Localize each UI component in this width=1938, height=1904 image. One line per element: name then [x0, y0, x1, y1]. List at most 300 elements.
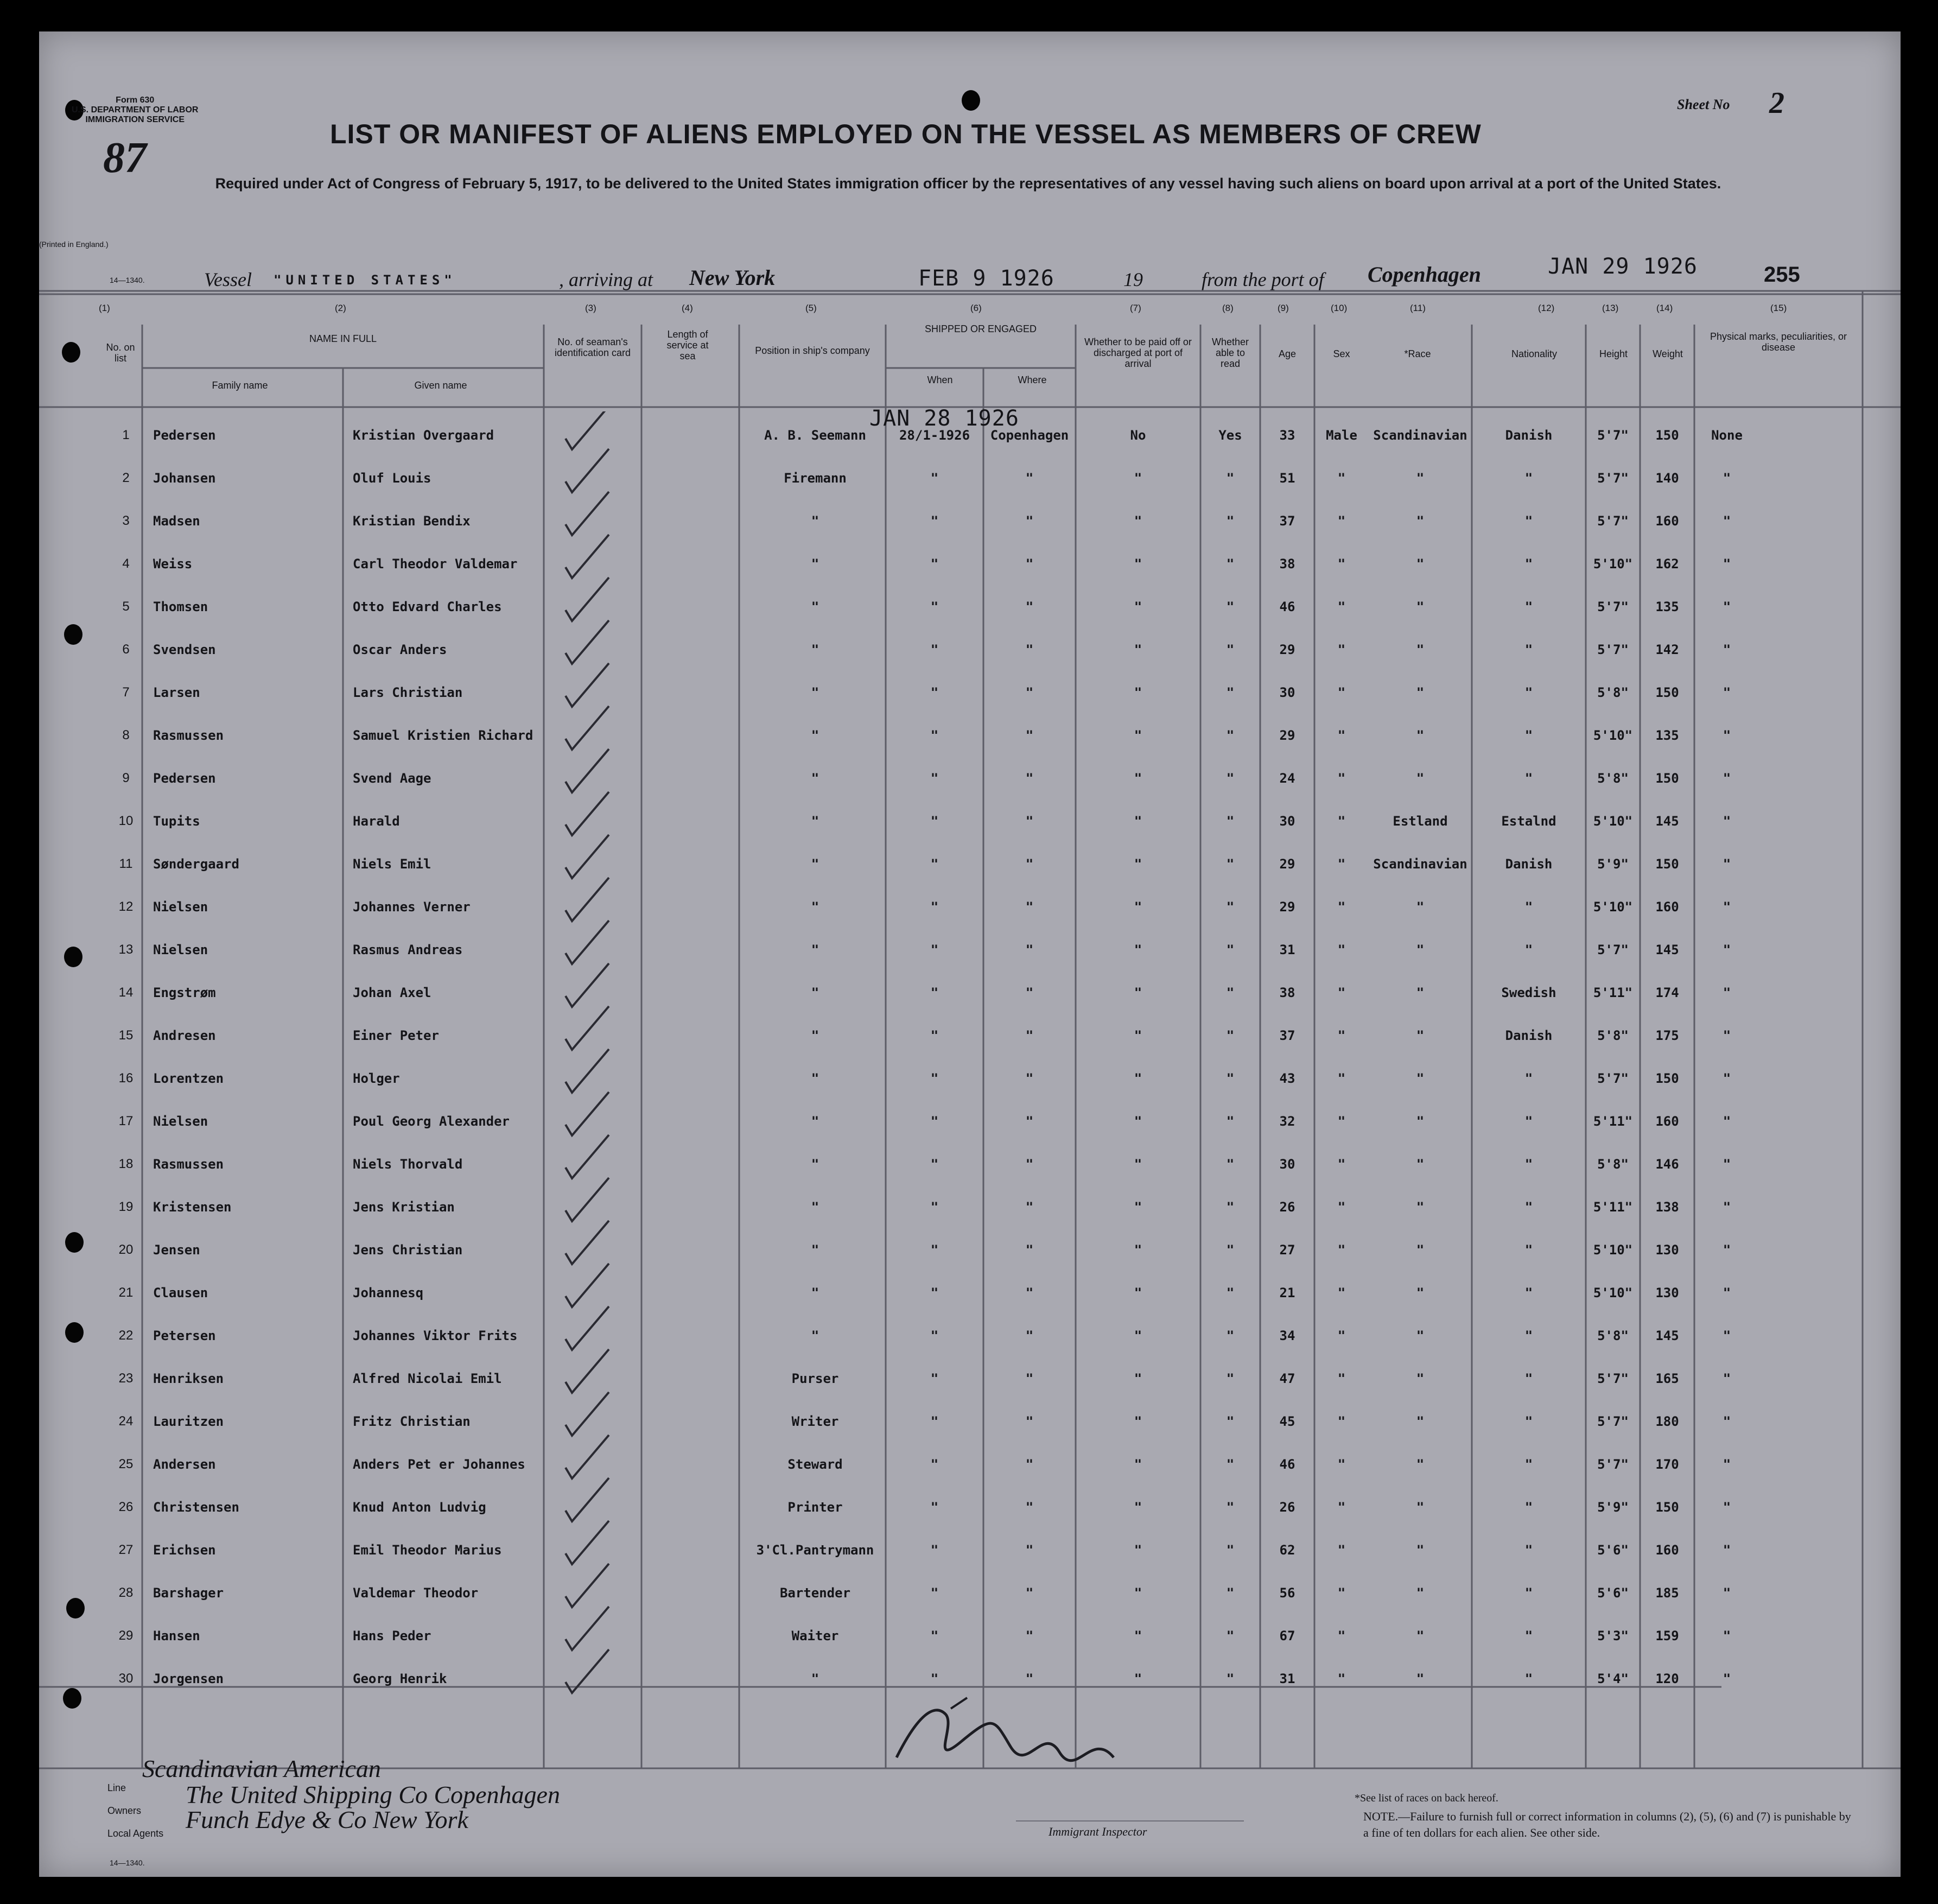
check-mark: [565, 1006, 609, 1050]
family-name: Lauritzen: [153, 1414, 224, 1429]
able-to-read: ": [1226, 1285, 1235, 1300]
weight: 120: [1655, 1671, 1679, 1686]
position: Purser: [791, 1371, 839, 1386]
given-name: Holger: [353, 1071, 400, 1086]
sex: ": [1337, 1585, 1346, 1601]
row-number: 11: [119, 856, 133, 871]
weight: 135: [1655, 728, 1679, 743]
shipped-when: ": [930, 1671, 939, 1686]
race: ": [1416, 1114, 1425, 1129]
position: ": [811, 1157, 819, 1172]
given-name: Alfred Nicolai Emil: [353, 1371, 502, 1386]
row-number: 10: [118, 814, 134, 828]
row-number: 27: [118, 1543, 134, 1557]
table-row: [39, 1190, 1901, 1233]
shipped-where: ": [1025, 814, 1034, 829]
col-header-where: Where: [1018, 375, 1047, 385]
age: 33: [1279, 428, 1295, 443]
height: 5'7": [1597, 1371, 1629, 1386]
able-to-read: ": [1226, 1543, 1235, 1558]
races-note: *See list of races on back hereof.: [1355, 1792, 1498, 1804]
race: Estland: [1393, 814, 1448, 829]
height: 5'7": [1597, 428, 1629, 443]
race: ": [1416, 599, 1425, 614]
weight: 130: [1655, 1242, 1679, 1258]
weight: 138: [1655, 1199, 1679, 1215]
paid-off: ": [1134, 556, 1142, 572]
age: 29: [1279, 899, 1295, 915]
age: 29: [1279, 728, 1295, 743]
position: ": [811, 685, 819, 700]
shipped-where: ": [1025, 856, 1034, 872]
position: ": [811, 899, 819, 915]
nationality: ": [1524, 513, 1533, 529]
check-mark: [565, 492, 609, 535]
physical-marks: ": [1723, 728, 1731, 743]
shipped-where: ": [1025, 1071, 1034, 1086]
weight: 140: [1655, 471, 1679, 486]
sex: ": [1337, 899, 1346, 915]
col-num-10: (10): [1331, 303, 1348, 313]
col-header-when: When: [927, 375, 953, 385]
margin-mark: 87: [103, 134, 147, 182]
position: ": [811, 985, 819, 1000]
weight: 145: [1655, 1328, 1679, 1343]
nationality: ": [1524, 1242, 1533, 1258]
able-to-read: ": [1226, 1071, 1235, 1086]
check-mark: [565, 577, 609, 621]
check-mark: [565, 1392, 609, 1436]
nationality: ": [1524, 728, 1533, 743]
family-name: Kristensen: [153, 1199, 232, 1215]
col-num-15: (15): [1770, 303, 1787, 313]
race: ": [1416, 1328, 1425, 1343]
sex: Male: [1326, 428, 1357, 443]
paid-off: ": [1134, 1371, 1142, 1386]
nationality: ": [1524, 1414, 1533, 1429]
family-name: Jensen: [153, 1242, 200, 1258]
row-number: 13: [118, 942, 134, 957]
vessel-name: "UNITED STATES": [274, 272, 456, 288]
nationality: Danish: [1505, 856, 1553, 872]
table-row: [39, 1533, 1901, 1576]
race: ": [1416, 1585, 1425, 1601]
race: ": [1416, 1414, 1425, 1429]
check-mark: [565, 878, 609, 921]
paid-off: ": [1134, 642, 1142, 657]
family-name: Rasmussen: [153, 1157, 224, 1172]
age: 26: [1279, 1500, 1295, 1515]
position: Firemann: [784, 471, 847, 486]
shipped-when: ": [930, 814, 939, 829]
department-name: U.S. DEPARTMENT OF LABOR: [72, 105, 199, 115]
row-number: 29: [118, 1628, 134, 1643]
position: ": [811, 556, 819, 572]
check-mark: [565, 1049, 609, 1093]
able-to-read: ": [1226, 1328, 1235, 1343]
family-name: Nielsen: [153, 942, 208, 957]
col-header-sex: Sex: [1333, 348, 1350, 359]
paid-off: ": [1134, 1199, 1142, 1215]
physical-marks: ": [1723, 1285, 1731, 1300]
paid-off: ": [1134, 856, 1142, 872]
paid-off: ": [1134, 985, 1142, 1000]
physical-marks: ": [1723, 642, 1731, 657]
sheet-number: 2: [1769, 86, 1784, 120]
sex: ": [1337, 1457, 1346, 1472]
family-name: Madsen: [153, 513, 200, 529]
row-number: 3: [122, 513, 130, 528]
table-row: [39, 504, 1901, 547]
shipped-when: ": [930, 599, 939, 614]
sheet-label: Sheet No: [1677, 97, 1730, 112]
physical-marks: ": [1723, 513, 1731, 529]
age: 30: [1279, 1157, 1295, 1172]
row-number: 23: [118, 1371, 134, 1386]
row-number: 15: [118, 1028, 134, 1043]
paid-off: No: [1130, 428, 1146, 443]
nationality: ": [1524, 942, 1533, 957]
vessel-label: Vessel: [204, 269, 252, 290]
departure-port: Copenhagen: [1368, 262, 1481, 287]
height: 5'10": [1593, 814, 1633, 829]
position: ": [811, 513, 819, 529]
given-name: Georg Henrik: [353, 1671, 447, 1686]
race: ": [1416, 985, 1425, 1000]
table-row: [39, 1275, 1901, 1318]
row-number: 8: [122, 728, 130, 742]
table-row: [39, 1104, 1901, 1147]
given-name: Poul Georg Alexander: [353, 1114, 510, 1129]
col-header-age: Age: [1278, 348, 1297, 359]
able-to-read: ": [1226, 728, 1235, 743]
table-row: [39, 1447, 1901, 1490]
shipped-where: ": [1025, 942, 1034, 957]
col-num-2: (2): [335, 303, 346, 313]
physical-marks: ": [1723, 1071, 1731, 1086]
position: ": [811, 1114, 819, 1129]
physical-marks: ": [1723, 1500, 1731, 1515]
agents-label: Local Agents: [107, 1828, 164, 1839]
position: ": [811, 856, 819, 872]
sex: ": [1337, 1071, 1346, 1086]
weight: 142: [1655, 642, 1679, 657]
weight: 160: [1655, 1114, 1679, 1129]
shipped-when: ": [930, 899, 939, 915]
race: ": [1416, 728, 1425, 743]
col-header-name: NAME IN FULL: [309, 333, 377, 344]
sex: ": [1337, 471, 1346, 486]
form-number: Form 630: [116, 96, 155, 105]
physical-marks: ": [1723, 599, 1731, 614]
paid-off: ": [1134, 942, 1142, 957]
given-name: Kristian Bendix: [353, 513, 471, 529]
row-number: 28: [118, 1585, 134, 1600]
shipped-when: ": [930, 942, 939, 957]
family-name: Lorentzen: [153, 1071, 224, 1086]
given-name: Lars Christian: [353, 685, 463, 700]
row-number: 6: [122, 642, 130, 657]
nationality: ": [1524, 1371, 1533, 1386]
check-mark: [565, 620, 609, 664]
sex: ": [1337, 1500, 1346, 1515]
height: 5'7": [1597, 471, 1629, 486]
able-to-read: ": [1226, 1500, 1235, 1515]
check-mark: [565, 1178, 609, 1221]
family-name: Nielsen: [153, 899, 208, 915]
shipped-when: ": [930, 1071, 939, 1086]
col-header-read: Whether able to read: [1211, 337, 1249, 369]
shipped-where: ": [1025, 1285, 1034, 1300]
shipped-when: ": [930, 685, 939, 700]
shipped-where: ": [1025, 771, 1034, 786]
shipped-when: ": [930, 1414, 939, 1429]
physical-marks: ": [1723, 1585, 1731, 1601]
sex: ": [1337, 1028, 1346, 1043]
position: Bartender: [779, 1585, 851, 1601]
table-row: [39, 632, 1901, 675]
col-num-6: (6): [970, 303, 982, 313]
position: ": [811, 728, 819, 743]
family-name: Svendsen: [153, 642, 216, 657]
height: 5'7": [1597, 599, 1629, 614]
height: 5'11": [1593, 985, 1633, 1000]
shipped-where: ": [1025, 471, 1034, 486]
paid-off: ": [1134, 728, 1142, 743]
col-header-nationality: Nationality: [1511, 348, 1558, 359]
shipped-where: ": [1025, 1500, 1034, 1515]
line-value: Scandinavian American: [142, 1755, 381, 1782]
sex: ": [1337, 771, 1346, 786]
shipped-when: ": [930, 1628, 939, 1643]
race: ": [1416, 771, 1425, 786]
col-header-shipped: SHIPPED OR ENGAGED: [924, 323, 1037, 334]
age: 29: [1279, 642, 1295, 657]
paid-off: ": [1134, 1071, 1142, 1086]
race: ": [1416, 1285, 1425, 1300]
weight: 160: [1655, 1543, 1679, 1558]
paid-off: ": [1134, 471, 1142, 486]
age: 24: [1279, 771, 1295, 786]
check-mark: [565, 963, 609, 1007]
table-row: [39, 1404, 1901, 1447]
table-row: [39, 1018, 1901, 1061]
col-header-family: Family name: [212, 380, 268, 391]
row-number: 22: [118, 1328, 134, 1343]
nationality: ": [1524, 471, 1533, 486]
race: ": [1416, 1071, 1425, 1086]
weight: 162: [1655, 556, 1679, 572]
row-number: 25: [118, 1457, 134, 1471]
departure-date-stamp: JAN 29 1926: [1548, 254, 1698, 279]
shipped-when: ": [930, 1500, 939, 1515]
given-name: Johannes Viktor Frits: [353, 1328, 518, 1343]
given-name: Johannesq: [353, 1285, 424, 1300]
table-row: [39, 1061, 1901, 1104]
row-number: 12: [118, 899, 134, 914]
shipped-when: ": [930, 1285, 939, 1300]
race: ": [1416, 1671, 1425, 1686]
weight: 160: [1655, 899, 1679, 915]
check-marks: [528, 411, 636, 1714]
shipped-where: ": [1025, 513, 1034, 529]
given-name: Samuel Kristien Richard: [353, 728, 533, 743]
position: ": [811, 942, 819, 957]
table-row: [39, 804, 1901, 847]
agents-value: Funch Edye & Co New York: [186, 1806, 468, 1833]
age: 34: [1279, 1328, 1295, 1343]
race: ": [1416, 1199, 1425, 1215]
check-mark: [565, 411, 609, 449]
position: ": [811, 599, 819, 614]
arriving-label: , arriving at: [559, 269, 653, 290]
height: 5'9": [1597, 1500, 1629, 1515]
position: ": [811, 1199, 819, 1215]
race: ": [1416, 1371, 1425, 1386]
paid-off: ": [1134, 1543, 1142, 1558]
table-row: [39, 1576, 1901, 1619]
physical-marks: ": [1723, 1457, 1731, 1472]
given-name: Anders Pet er Johannes: [353, 1457, 525, 1472]
check-mark: [565, 835, 609, 878]
col-header-no: No. on list: [106, 342, 135, 364]
sex: ": [1337, 1543, 1346, 1558]
shipped-where: ": [1025, 1671, 1034, 1686]
nationality: ": [1524, 1328, 1533, 1343]
height: 5'10": [1593, 899, 1633, 915]
given-name: Niels Emil: [353, 856, 431, 872]
race: ": [1416, 513, 1425, 529]
check-mark: [565, 1306, 609, 1350]
family-name: Hansen: [153, 1628, 200, 1643]
paid-off: ": [1134, 599, 1142, 614]
nationality: ": [1524, 642, 1533, 657]
height: 5'10": [1593, 556, 1633, 572]
physical-marks: ": [1723, 1157, 1731, 1172]
family-name: Jorgensen: [153, 1671, 224, 1686]
paid-off: ": [1134, 1028, 1142, 1043]
paid-off: ": [1134, 1285, 1142, 1300]
row-number: 4: [122, 556, 130, 571]
physical-marks: ": [1723, 771, 1731, 786]
height: 5'6": [1597, 1585, 1629, 1601]
family-name: Thomsen: [153, 599, 208, 614]
line-label: Line: [107, 1782, 126, 1793]
sex: ": [1337, 556, 1346, 572]
check-mark: [565, 921, 609, 964]
from-port-label: from the port of: [1202, 269, 1324, 290]
inspector-label: Immigrant Inspector: [1049, 1825, 1147, 1838]
sex: ": [1337, 1628, 1346, 1643]
age: 37: [1279, 513, 1295, 529]
physical-marks: ": [1723, 942, 1731, 957]
weight: 174: [1655, 985, 1679, 1000]
row-number: 14: [118, 985, 134, 1000]
check-mark: [565, 1435, 609, 1478]
age: 31: [1279, 942, 1295, 957]
row-number: 19: [118, 1199, 134, 1214]
given-name: Einer Peter: [353, 1028, 439, 1043]
able-to-read: Yes: [1218, 428, 1242, 443]
race: ": [1416, 1457, 1425, 1472]
weight: 150: [1655, 685, 1679, 700]
race: ": [1416, 1543, 1425, 1558]
col-num-8: (8): [1222, 303, 1234, 313]
race: ": [1416, 685, 1425, 700]
check-mark: [565, 1607, 609, 1650]
given-name: Niels Thorvald: [353, 1157, 463, 1172]
paid-off: ": [1134, 814, 1142, 829]
nationality: ": [1524, 1071, 1533, 1086]
nationality: ": [1524, 1585, 1533, 1601]
shipped-when: ": [930, 1585, 939, 1601]
col-num-14: (14): [1656, 303, 1673, 313]
age: 45: [1279, 1414, 1295, 1429]
age: 30: [1279, 685, 1295, 700]
shipped-where: ": [1025, 1199, 1034, 1215]
weight: 146: [1655, 1157, 1679, 1172]
paid-off: ": [1134, 1500, 1142, 1515]
shipped-where: Copenhagen: [990, 428, 1069, 443]
shipped-when: ": [930, 771, 939, 786]
able-to-read: ": [1226, 1242, 1235, 1258]
physical-marks: ": [1723, 1671, 1731, 1686]
paid-off: ": [1134, 1628, 1142, 1643]
nationality: ": [1524, 1671, 1533, 1686]
table-row: [39, 1318, 1901, 1361]
document-subtitle: Required under Act of Congress of February 5, 1917, to be delivered to the United States immigration officer by the representatives of any vessel having such aliens on board upon arrival at a port of the United States.: [215, 175, 1721, 192]
shipped-when: ": [930, 1328, 939, 1343]
shipped-when: ": [930, 1371, 939, 1386]
inspector-line: [1016, 1820, 1244, 1822]
check-mark: [565, 1478, 609, 1521]
row-number: 21: [118, 1285, 134, 1300]
able-to-read: ": [1226, 771, 1235, 786]
owners-value: The United Shipping Co Copenhagen: [186, 1781, 560, 1808]
shipped-where: ": [1025, 685, 1034, 700]
physical-marks: ": [1723, 1414, 1731, 1429]
age: 31: [1279, 1671, 1295, 1686]
check-mark: [565, 1349, 609, 1393]
race: ": [1416, 1028, 1425, 1043]
shipped-where: ": [1025, 1328, 1034, 1343]
nationality: ": [1524, 771, 1533, 786]
shipped-where: ": [1025, 1371, 1034, 1386]
able-to-read: ": [1226, 985, 1235, 1000]
position: ": [811, 1242, 819, 1258]
shipped-where: ": [1025, 985, 1034, 1000]
age: 51: [1279, 471, 1295, 486]
col-num-3: (3): [585, 303, 596, 313]
weight: 170: [1655, 1457, 1679, 1472]
shipped-when: ": [930, 556, 939, 572]
nationality: ": [1524, 1628, 1533, 1643]
family-name: Clausen: [153, 1285, 208, 1300]
row-number: 9: [122, 771, 130, 785]
weight: 150: [1655, 428, 1679, 443]
height: 5'8": [1597, 685, 1629, 700]
col-num-11: (11): [1410, 303, 1426, 313]
height: 5'10": [1593, 1285, 1633, 1300]
printed-in: (Printed in England.): [39, 240, 109, 249]
check-mark: [565, 749, 609, 792]
height: 5'11": [1593, 1114, 1633, 1129]
check-mark: [565, 1221, 609, 1264]
col-header-weight: Weight: [1653, 348, 1683, 359]
shipped-where: ": [1025, 1585, 1034, 1601]
position: Printer: [787, 1500, 843, 1515]
race: Scandinavian: [1373, 428, 1467, 443]
